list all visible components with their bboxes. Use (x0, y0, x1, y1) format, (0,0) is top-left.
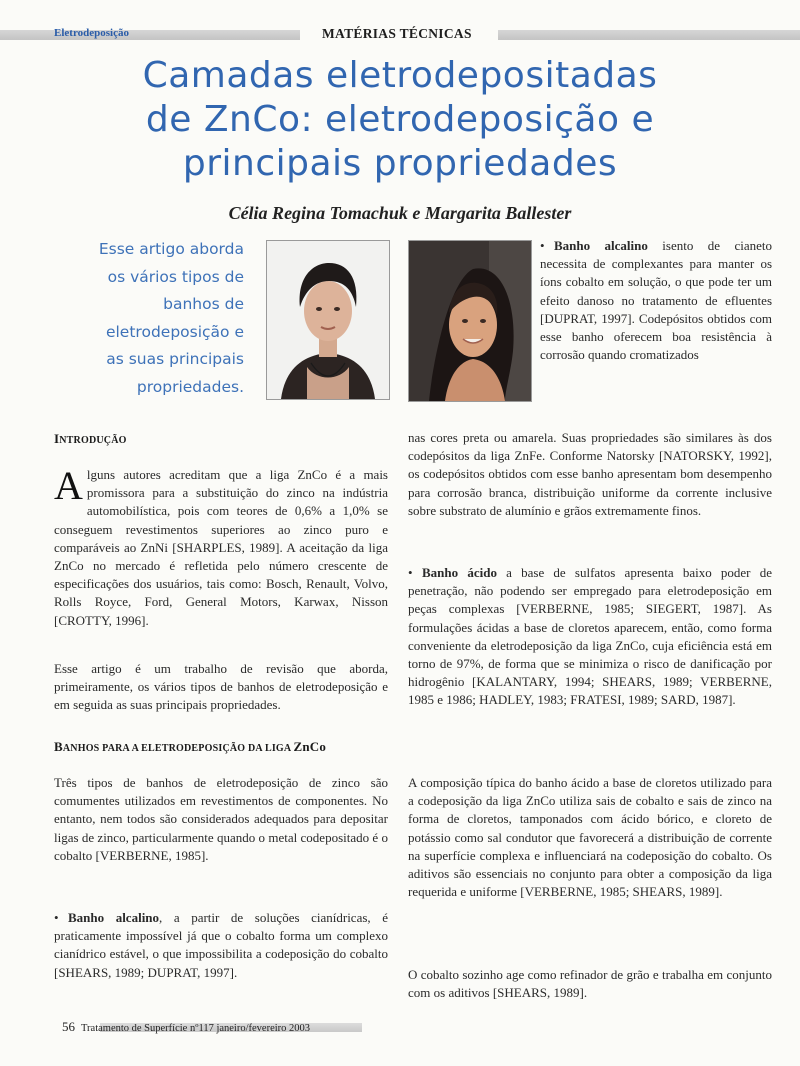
abstract-line: eletrodeposição e (105, 322, 244, 341)
bullet-alkaline-continuation: nas cores preta ou amarela. Suas propriedades são similares às dos codepósitos da liga ZnFe. Conforme Natorsky [NATORSKY, 1992], os codepósitos obtidos com esse banho apresentam bom desempenho para corrosão branca, distribuição uniforme da corrente inclusive sobre substrato de alumínio e grãos extremamente finos. (408, 430, 772, 518)
title-line: Camadas eletrodepositadas (142, 55, 658, 96)
portrait-illustration-1 (267, 241, 389, 399)
section-label: Eletrodeposição (54, 27, 129, 39)
header-rule-left (0, 30, 300, 40)
drop-cap: A (54, 463, 83, 508)
footer (62, 1019, 310, 1035)
footer-publication: Tratamento de Superfície nº117 janeiro/fevereiro 2003 (81, 1023, 311, 1034)
portrait-illustration-2 (409, 241, 531, 401)
abstract-line: propriedades. (136, 377, 244, 396)
bullet-alkaline-cyanide: • Banho alcalino, a partir de soluções cianídricas, é praticamente impossível já que o cobalto forma um complexo cianídrico estável, o que impossibilita a codeposição do cobalto [SHEARS, 1989; DUPRAT, 1997]. (54, 910, 388, 980)
title-line: principais propriedades (182, 143, 618, 184)
abstract-line: as suas principais (106, 350, 244, 368)
bullet-acid-bath: • Banho ácido a base de sulfatos apresenta baixo poder de penetração, não podendo ser empregado para eletrodeposição em peças complexas [VERBERNE, 1985; SIEGERT, 1987]. As formulações ácidas a base de cloretos aparecem, então, como forma conveniente da eletrodeposição da liga ZnCo, cuja eficiência está em torno de 97%, de forma que se minimiza o risco de danificação por hidrogênio [KALANTARY, 1994; SHEARS, 1989; VERBERNE, 1985 e 1986; HADLEY, 1983; FRATESI, 1989; SARD, 1987]. (408, 565, 772, 708)
authors: Célia Regina Tomachuk e Margarita Ballester (228, 203, 572, 223)
baths-paragraph-1: Três tipos de banhos de eletrodeposição de zinco são comumentes utilizados em revestimentos de componentes. No entanto, nem todos são considerados adequados para depositar ligas de zinco, particularmente quando o metal codepositado é o cobalto [VERBERNE, 1985]. (54, 775, 388, 863)
abstract (60, 236, 244, 401)
heading-baths: BANHOS PARA A ELETRODEPOSIÇÃO DA LIGA ZnCo (54, 739, 327, 754)
author-photo-1 (266, 240, 390, 400)
heading-introduction: INTRODUÇÃO (54, 431, 127, 446)
intro-paragraph-2: Esse artigo é um trabalho de revisão que aborda, primeiramente, os vários tipos de banhos de eletrodeposição e em seguida as suas principais propriedades. (54, 661, 388, 713)
bullet-alkaline-cyanide-free: • Banho alcalino isento de cianeto necessita de complexantes para manter os íons cobalto em solução, o que pode ter um efeito danoso no tratamento de efluentes [DUPRAT, 1997]. Codepósitos obtidos com esse banho oferecem boa resistência à corrosão quando cromatizados (540, 238, 773, 363)
header-rule-right (498, 30, 800, 40)
category-label: MATÉRIAS TÉCNICAS (322, 26, 472, 41)
bullet-icon: • (54, 910, 59, 925)
composition-paragraph: A composição típica do banho ácido a base de cloretos utilizado para a codeposição da liga ZnCo utiliza sais de cobalto e sais de zinco na forma de cloretos, tamponados com ácido bórico, e cloreto de potássio como sal condutor que favorecerá a distribuição de corrente na superfície complexa e influenciará na codeposição do cobalto. Os aditivos são essenciais no conjunto para obter a composição da liga requerida e uniforme [VERBERNE, 1985; SHEARS, 1989]. (408, 775, 772, 900)
abstract-line: Esse artigo aborda (98, 240, 244, 258)
bullet-icon: • (408, 565, 413, 580)
article-title (60, 54, 740, 186)
abstract-line: banhos de (163, 295, 244, 313)
author-photo-2 (408, 240, 532, 402)
page-number: 56 (62, 1019, 75, 1034)
cobalt-paragraph: O cobalto sozinho age como refinador de grão e trabalha em conjunto com os aditivos [SHEARS, 1989]. (408, 967, 772, 1001)
intro-paragraph-1: Alguns autores acreditam que a liga ZnCo é a mais promissora para a substituição do zinco na indústria automobilística, pois com teores de 0,6% a 1,0% se conseguem revestimentos superiores ao zinco puro e comparáveis ao ZnNi [SHARPLES, 1989]. A aceitação da liga ZnCo no mercado é refletida pelo número crescente de especificações dos usuários, tais como: Bosch, Renault, Volvo, Rolls Royce, Ford, General Motors, Karwax, Nisson [CROTTY, 1996]. (54, 463, 388, 628)
abstract-line: os vários tipos de (107, 267, 244, 286)
bullet-icon: • (540, 238, 545, 253)
title-line: de ZnCo: eletrodeposição e (145, 99, 655, 140)
